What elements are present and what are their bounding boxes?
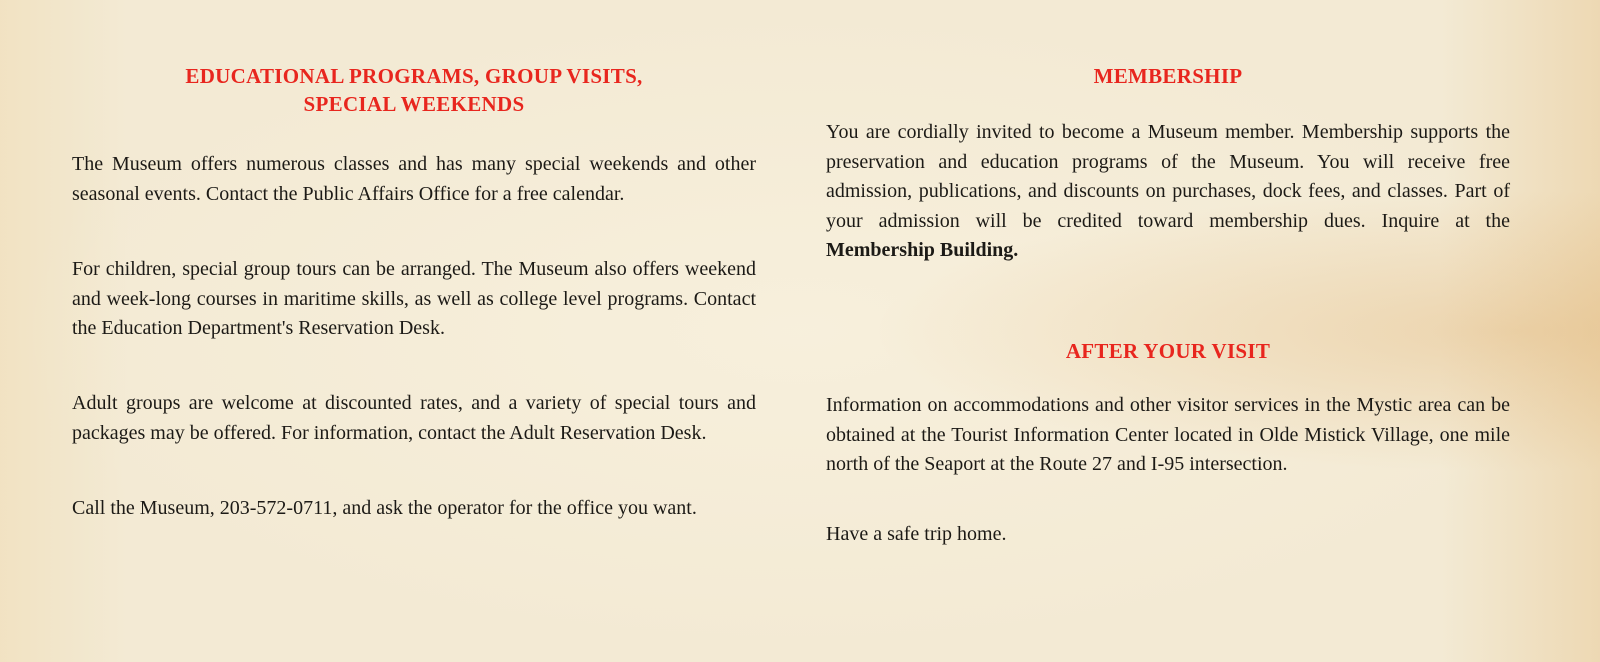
call-museum-paragraph: Call the Museum, 203-572-0711, and ask the operator for the office you want.: [72, 497, 697, 519]
classes-paragraph: The Museum offers numerous classes and has many special weekends and other seasonal events. Contact the Public Affairs Office for a free calendar.: [72, 153, 756, 205]
heading-line-2: SPECIAL WEEKENDS: [303, 92, 525, 116]
tourist-info-paragraph: Information on accommodations and other visitor services in the Mystic area can be obtained at the Tourist Information Center located in Olde Mistick Village, one mile north of the Seaport at the Route 27 and I-95 intersection.: [826, 394, 1510, 475]
educational-programs-heading: [72, 62, 756, 118]
children-tours-paragraph: For children, special group tours can be arranged. The Museum also offers weekend and week-long courses in maritime skills, as well as college level programs. Contact the Education Department's Reservation Desk.: [72, 258, 756, 339]
closing-line: Have a safe trip home.: [826, 523, 1007, 545]
membership-text: You are cordially invited to become a Museum member. Membership supports the preservation and education programs of the Museum. You will receive free admission, publications, and discounts on purchases, dock fees, and classes. Part of your admission will be credited toward membership dues. Inquire at the: [826, 121, 1510, 232]
membership-building: Membership Building.: [826, 239, 1019, 261]
heading-line-1: EDUCATIONAL PROGRAMS, GROUP VISITS,: [185, 64, 643, 88]
membership-paragraph: [826, 118, 1510, 266]
membership-heading: MEMBERSHIP: [1093, 64, 1243, 88]
adult-groups-paragraph: Adult groups are welcome at discounted rates, and a variety of special tours and packages may be offered. For information, contact the Adult Reservation Desk.: [72, 392, 756, 444]
after-your-visit-heading: AFTER YOUR VISIT: [1065, 339, 1271, 363]
